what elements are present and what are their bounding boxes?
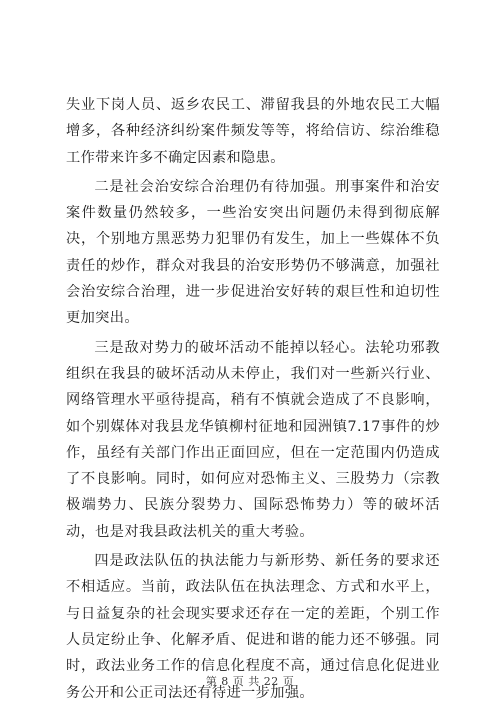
paragraph-hostile-forces: 三是敌对势力的破坏活动不能掉以轻心。法轮功邪教组织在我县的破坏活动从未停止，我们对一些新兴行业、网络管理水平亟待提高，稍有不慎就会造成了不良影响，如个别媒体对我县龙华镇柳村征地和园洲镇7.17事件的炒作，虽经有关部门作出正面回应，但在一定范围内仍造成了不良影响。同时，如何应对恐怖主义、三股势力（宗教极端势力、民族分裂势力、国际恐怖势力）等的破坏活动，也是对我县政法机关的重大考验。 bbox=[66, 339, 440, 540]
paragraph-law-enforcement-team: 四是政法队伍的执法能力与新形势、新任务的要求还不相适应。当前，政法队伍在执法理念、方式和水平上，与日益复杂的社会现实要求还存在一定的差距，个别工作人员定纷止争、化解矛盾、促进和谐的能力还不够强。同时，政法业务工作的信息化程度不高，通过信息化促进业务公开和公正司法还有待进一步加强。 bbox=[66, 553, 440, 701]
paragraph-continued: 失业下岗人员、返乡农民工、滞留我县的外地农民工大幅增多，各种经济纠纷案件频发等等，将给信访、综治维稳工作带来许多不确定因素和隐患。 bbox=[66, 97, 440, 166]
paragraph-public-security: 二是社会治安综合治理仍有待加强。刑事案件和治安案件数量仍然较多，一些治安突出问题仍未得到彻底解决，个别地方黑恶势力犯罪仍有发生，加上一些媒体不负责任的炒作，群众对我县的治安形势仍不够满意，加强社会治安综合治理，进一步促进治安好转的艰巨性和迫切性更加突出。 bbox=[66, 178, 440, 327]
document-body bbox=[66, 92, 440, 709]
page-footer: 第 8 页 共 22 页 bbox=[205, 675, 295, 688]
